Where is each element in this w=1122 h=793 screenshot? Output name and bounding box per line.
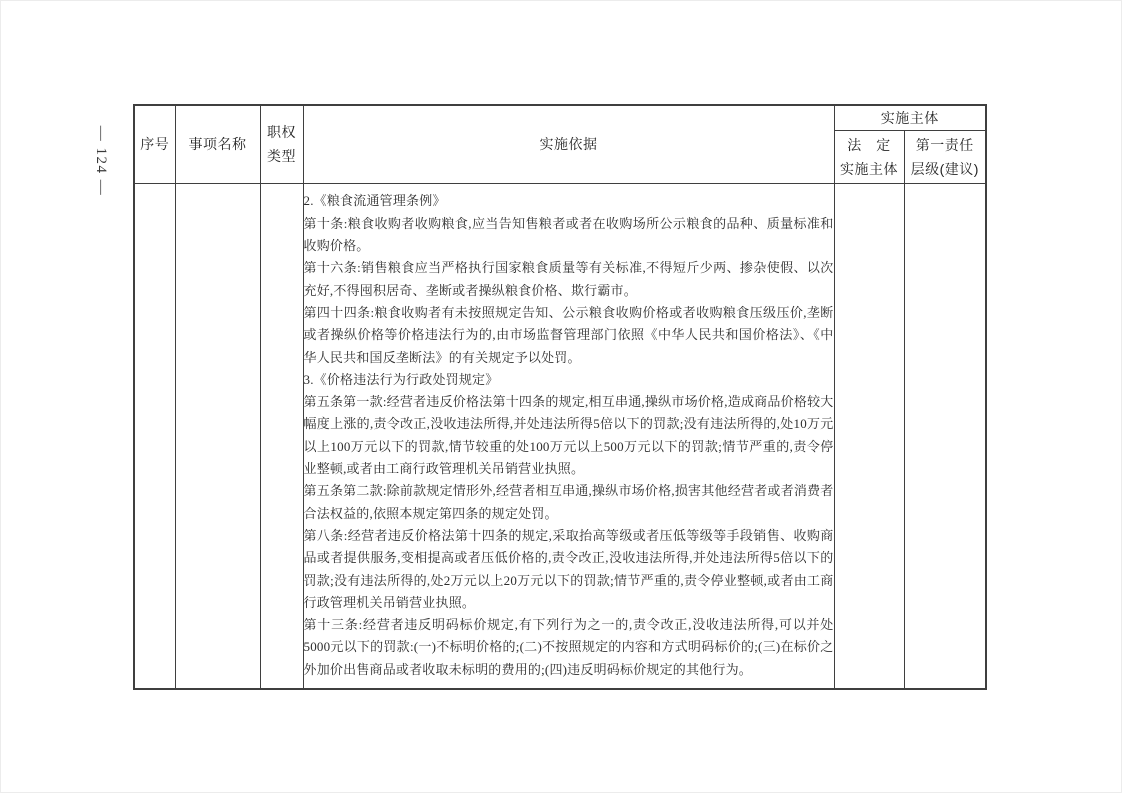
table-header-row-1 xyxy=(134,105,986,130)
header-responsibility-level xyxy=(904,130,986,183)
header-authority-type-line1: 职权 xyxy=(267,124,296,141)
header-subject-group: 实施主体 xyxy=(834,105,986,130)
page-number: — 124 — xyxy=(93,125,109,197)
basis-paragraph-6: 第五条第一款:经营者违反价格法第十四条的规定,相互串通,操纵市场价格,造成商品价格较大幅度上涨的,责令改正,没收违法所得,并处违法所得5倍以下的罚款;没有违法所得的,处10万元以上100万元以下的罚款,情节较重的处100万元以上500万元以下的罚款;情节严重的,责令停业整顿,或者由工商行政管理机关吊销营业执照。 xyxy=(303,394,834,477)
header-serial: 序号 xyxy=(134,105,175,183)
basis-paragraph-1: 2.《粮食流通管理条例》 xyxy=(303,193,446,209)
cell-responsibility-level xyxy=(904,183,986,689)
header-statutory-line2: 实施主体 xyxy=(840,160,898,177)
cell-serial xyxy=(134,183,175,689)
cell-item-name xyxy=(175,183,260,689)
header-responsibility-line1: 第一责任 xyxy=(915,136,974,153)
cell-authority-type xyxy=(260,183,303,689)
header-statutory-line1: 法 定 xyxy=(847,136,891,153)
header-statutory-subject xyxy=(834,130,904,183)
basis-paragraph-9: 第十三条:经营者违反明码标价规定,有下列行为之一的,责令改正,没收违法所得,可以并处5000元以下的罚款:(一)不标明价格的;(二)不按照规定的内容和方式明码标价的;(三)在标价之外加价出售商品或者收取未标明的费用的;(四)违反明码标价规定的其他行为。 xyxy=(303,617,834,677)
basis-paragraph-7: 第五条第二款:除前款规定情形外,经营者相互串通,操纵市场价格,损害其他经营者或者消费者合法权益的,依照本规定第四条的规定处罚。 xyxy=(303,483,834,521)
header-item-name: 事项名称 xyxy=(175,105,260,183)
cell-basis xyxy=(303,183,834,689)
header-responsibility-line2: 层级(建议) xyxy=(910,160,979,177)
header-authority-type xyxy=(260,105,303,183)
table-body-row xyxy=(134,183,986,689)
basis-paragraph-3: 第十六条:销售粮食应当严格执行国家粮食质量等有关标准,不得短斤少两、掺杂使假、以次充好,不得囤积居奇、垄断或者操纵粮食价格、欺行霸市。 xyxy=(303,260,834,298)
authority-items-table xyxy=(133,104,987,690)
basis-paragraph-2: 第十条:粮食收购者收购粮食,应当告知售粮者或者在收购场所公示粮食的品种、质量标准和收购价格。 xyxy=(303,215,834,254)
basis-paragraph-8: 第八条:经营者违反价格法第十四条的规定,采取抬高等级或者压低等级等手段销售、收购商品或者提供服务,变相提高或者压低价格的,责令改正,没收违法所得,并处违法所得5倍以下的罚款;没有违法所得的,处2万元以上20万元以下的罚款;情节严重的,责令停业整顿,或者由工商行政管理机关吊销营业执照。 xyxy=(303,527,834,610)
header-authority-type-line2: 类型 xyxy=(267,148,296,165)
basis-paragraph-4: 第四十四条:粮食收购者有未按照规定告知、公示粮食收购价格或者收购粮食压级压价,垄断或者操纵价格等价格违法行为的,由市场监督管理部门依照《中华人民共和国价格法》、《中华人民共和国反垄断法》的有关规定予以处罚。 xyxy=(303,304,834,365)
basis-paragraph-5: 3.《价格违法行为行政处罚规定》 xyxy=(303,371,499,387)
cell-statutory-subject xyxy=(834,183,904,689)
header-basis: 实施依据 xyxy=(303,105,834,183)
